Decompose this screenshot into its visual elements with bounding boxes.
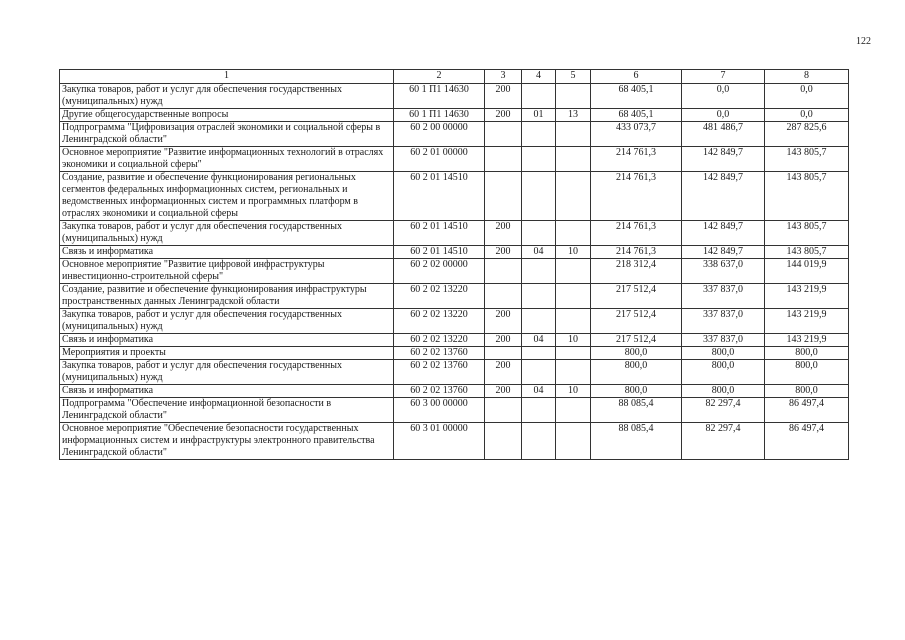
row-subsection-cell	[556, 147, 591, 172]
column-header-section: 4	[522, 70, 556, 84]
row-code-cell: 60 2 02 13220	[394, 334, 485, 347]
row-section-cell	[522, 259, 556, 284]
row-amount-3-cell: 143 219,9	[765, 334, 849, 347]
row-subsection-cell	[556, 284, 591, 309]
row-amount-2-cell: 337 837,0	[682, 284, 765, 309]
row-code-cell: 60 2 02 00000	[394, 259, 485, 284]
row-code-cell: 60 3 00 00000	[394, 398, 485, 423]
row-section-cell	[522, 122, 556, 147]
row-name-cell: Создание, развитие и обеспечение функционирования инфраструктуры пространственных данных Ленинградской области	[60, 284, 394, 309]
row-section-cell	[522, 398, 556, 423]
table-row	[60, 246, 849, 259]
table-row	[60, 122, 849, 147]
row-section-cell	[522, 309, 556, 334]
row-expense-type-cell: 200	[485, 360, 522, 385]
row-amount-1-cell: 218 312,4	[591, 259, 682, 284]
row-expense-type-cell: 200	[485, 246, 522, 259]
column-header-code: 2	[394, 70, 485, 84]
row-amount-2-cell: 82 297,4	[682, 398, 765, 423]
row-name-cell: Связь и информатика	[60, 334, 394, 347]
row-amount-1-cell: 214 761,3	[591, 221, 682, 246]
row-code-cell: 60 1 П1 14630	[394, 109, 485, 122]
row-section-cell: 01	[522, 109, 556, 122]
row-amount-1-cell: 214 761,3	[591, 172, 682, 221]
row-section-cell	[522, 147, 556, 172]
row-amount-1-cell: 68 405,1	[591, 109, 682, 122]
row-amount-2-cell: 142 849,7	[682, 221, 765, 246]
row-code-cell: 60 2 01 14510	[394, 172, 485, 221]
row-section-cell	[522, 221, 556, 246]
row-code-cell: 60 2 02 13220	[394, 309, 485, 334]
row-amount-2-cell: 142 849,7	[682, 147, 765, 172]
row-amount-1-cell: 214 761,3	[591, 246, 682, 259]
column-header-amount-3: 8	[765, 70, 849, 84]
row-expense-type-cell	[485, 172, 522, 221]
row-expense-type-cell: 200	[485, 385, 522, 398]
row-amount-1-cell: 68 405,1	[591, 84, 682, 109]
row-name-cell: Закупка товаров, работ и услуг для обеспечения государственных (муниципальных) нужд	[60, 360, 394, 385]
row-code-cell: 60 2 02 13220	[394, 284, 485, 309]
table-row	[60, 360, 849, 385]
row-expense-type-cell: 200	[485, 84, 522, 109]
row-subsection-cell	[556, 309, 591, 334]
table-row	[60, 284, 849, 309]
row-amount-2-cell: 800,0	[682, 385, 765, 398]
row-subsection-cell	[556, 122, 591, 147]
row-amount-2-cell: 142 849,7	[682, 246, 765, 259]
row-name-cell: Другие общегосударственные вопросы	[60, 109, 394, 122]
row-subsection-cell	[556, 172, 591, 221]
row-amount-3-cell: 800,0	[765, 347, 849, 360]
row-amount-3-cell: 0,0	[765, 84, 849, 109]
row-amount-1-cell: 800,0	[591, 360, 682, 385]
row-amount-3-cell: 0,0	[765, 109, 849, 122]
row-code-cell: 60 2 02 13760	[394, 347, 485, 360]
row-expense-type-cell	[485, 259, 522, 284]
row-subsection-cell	[556, 221, 591, 246]
row-subsection-cell	[556, 259, 591, 284]
row-amount-1-cell: 88 085,4	[591, 423, 682, 460]
row-amount-3-cell: 86 497,4	[765, 423, 849, 460]
row-amount-2-cell: 338 637,0	[682, 259, 765, 284]
row-amount-3-cell: 800,0	[765, 360, 849, 385]
row-section-cell	[522, 347, 556, 360]
row-name-cell: Закупка товаров, работ и услуг для обеспечения государственных (муниципальных) нужд	[60, 309, 394, 334]
row-amount-1-cell: 88 085,4	[591, 398, 682, 423]
row-section-cell	[522, 84, 556, 109]
row-name-cell: Основное мероприятие "Обеспечение безопасности государственных информационных систем и инфраструктуры электронного правительства Ленинградской области"	[60, 423, 394, 460]
row-name-cell: Связь и информатика	[60, 385, 394, 398]
row-code-cell: 60 2 02 13760	[394, 385, 485, 398]
row-subsection-cell	[556, 347, 591, 360]
row-subsection-cell: 10	[556, 334, 591, 347]
row-code-cell: 60 2 01 14510	[394, 221, 485, 246]
row-amount-2-cell: 82 297,4	[682, 423, 765, 460]
row-name-cell: Основное мероприятие "Развитие информационных технологий в отраслях экономики и социальной сферы"	[60, 147, 394, 172]
row-code-cell: 60 2 02 13760	[394, 360, 485, 385]
row-code-cell: 60 2 01 14510	[394, 246, 485, 259]
table-row	[60, 147, 849, 172]
row-expense-type-cell	[485, 122, 522, 147]
row-amount-3-cell: 143 805,7	[765, 147, 849, 172]
row-code-cell: 60 1 П1 14630	[394, 84, 485, 109]
row-name-cell: Закупка товаров, работ и услуг для обеспечения государственных (муниципальных) нужд	[60, 221, 394, 246]
row-amount-1-cell: 217 512,4	[591, 334, 682, 347]
row-amount-2-cell: 800,0	[682, 360, 765, 385]
row-amount-1-cell: 800,0	[591, 385, 682, 398]
row-amount-2-cell: 800,0	[682, 347, 765, 360]
row-amount-3-cell: 143 805,7	[765, 172, 849, 221]
row-amount-2-cell: 0,0	[682, 109, 765, 122]
table-row	[60, 221, 849, 246]
row-amount-1-cell: 800,0	[591, 347, 682, 360]
table-row	[60, 309, 849, 334]
table-row	[60, 172, 849, 221]
row-amount-1-cell: 217 512,4	[591, 309, 682, 334]
row-name-cell: Мероприятия и проекты	[60, 347, 394, 360]
row-subsection-cell: 10	[556, 385, 591, 398]
row-amount-3-cell: 287 825,6	[765, 122, 849, 147]
row-code-cell: 60 2 00 00000	[394, 122, 485, 147]
row-name-cell: Закупка товаров, работ и услуг для обеспечения государственных (муниципальных) нужд	[60, 84, 394, 109]
row-amount-3-cell: 143 805,7	[765, 221, 849, 246]
row-amount-1-cell: 214 761,3	[591, 147, 682, 172]
table-row	[60, 423, 849, 460]
table-row	[60, 259, 849, 284]
row-amount-2-cell: 0,0	[682, 84, 765, 109]
row-name-cell: Связь и информатика	[60, 246, 394, 259]
row-section-cell: 04	[522, 385, 556, 398]
row-section-cell: 04	[522, 334, 556, 347]
row-name-cell: Основное мероприятие "Развитие цифровой инфраструктуры инвестиционно-строительной сферы"	[60, 259, 394, 284]
row-name-cell: Подпрограмма "Обеспечение информационной безопасности в Ленинградской области"	[60, 398, 394, 423]
row-amount-3-cell: 144 019,9	[765, 259, 849, 284]
row-expense-type-cell: 200	[485, 334, 522, 347]
column-header-subsection: 5	[556, 70, 591, 84]
column-header-amount-1: 6	[591, 70, 682, 84]
row-expense-type-cell	[485, 284, 522, 309]
column-header-expense-type: 3	[485, 70, 522, 84]
row-expense-type-cell: 200	[485, 221, 522, 246]
row-expense-type-cell	[485, 147, 522, 172]
page-number: 122	[856, 36, 871, 47]
column-header-amount-2: 7	[682, 70, 765, 84]
table-header-row	[60, 70, 849, 84]
row-section-cell	[522, 172, 556, 221]
row-subsection-cell	[556, 423, 591, 460]
row-section-cell	[522, 423, 556, 460]
row-amount-3-cell: 143 219,9	[765, 309, 849, 334]
row-amount-3-cell: 800,0	[765, 385, 849, 398]
table-row	[60, 398, 849, 423]
row-name-cell: Создание, развитие и обеспечение функционирования региональных сегментов федеральных информационных систем, региональных и ведомственных информационных систем и программных платформ в отраслях экономики и социальной сферы	[60, 172, 394, 221]
row-expense-type-cell	[485, 398, 522, 423]
row-amount-2-cell: 481 486,7	[682, 122, 765, 147]
row-expense-type-cell	[485, 347, 522, 360]
row-subsection-cell	[556, 84, 591, 109]
row-amount-2-cell: 337 837,0	[682, 334, 765, 347]
table-row	[60, 385, 849, 398]
row-subsection-cell	[556, 360, 591, 385]
row-amount-2-cell: 337 837,0	[682, 309, 765, 334]
row-name-cell: Подпрограмма "Цифровизация отраслей экономики и социальной сферы в Ленинградской области"	[60, 122, 394, 147]
row-expense-type-cell: 200	[485, 309, 522, 334]
row-section-cell	[522, 360, 556, 385]
column-header-name: 1	[60, 70, 394, 84]
table-row	[60, 347, 849, 360]
row-expense-type-cell: 200	[485, 109, 522, 122]
table-body	[60, 84, 849, 460]
table-row	[60, 84, 849, 109]
row-section-cell: 04	[522, 246, 556, 259]
table-row	[60, 109, 849, 122]
row-subsection-cell: 10	[556, 246, 591, 259]
row-amount-1-cell: 433 073,7	[591, 122, 682, 147]
row-amount-3-cell: 143 219,9	[765, 284, 849, 309]
row-amount-3-cell: 143 805,7	[765, 246, 849, 259]
row-amount-1-cell: 217 512,4	[591, 284, 682, 309]
budget-table	[59, 69, 849, 460]
row-subsection-cell: 13	[556, 109, 591, 122]
table-row	[60, 334, 849, 347]
row-code-cell: 60 3 01 00000	[394, 423, 485, 460]
row-expense-type-cell	[485, 423, 522, 460]
row-amount-3-cell: 86 497,4	[765, 398, 849, 423]
row-code-cell: 60 2 01 00000	[394, 147, 485, 172]
row-subsection-cell	[556, 398, 591, 423]
row-amount-2-cell: 142 849,7	[682, 172, 765, 221]
row-section-cell	[522, 284, 556, 309]
